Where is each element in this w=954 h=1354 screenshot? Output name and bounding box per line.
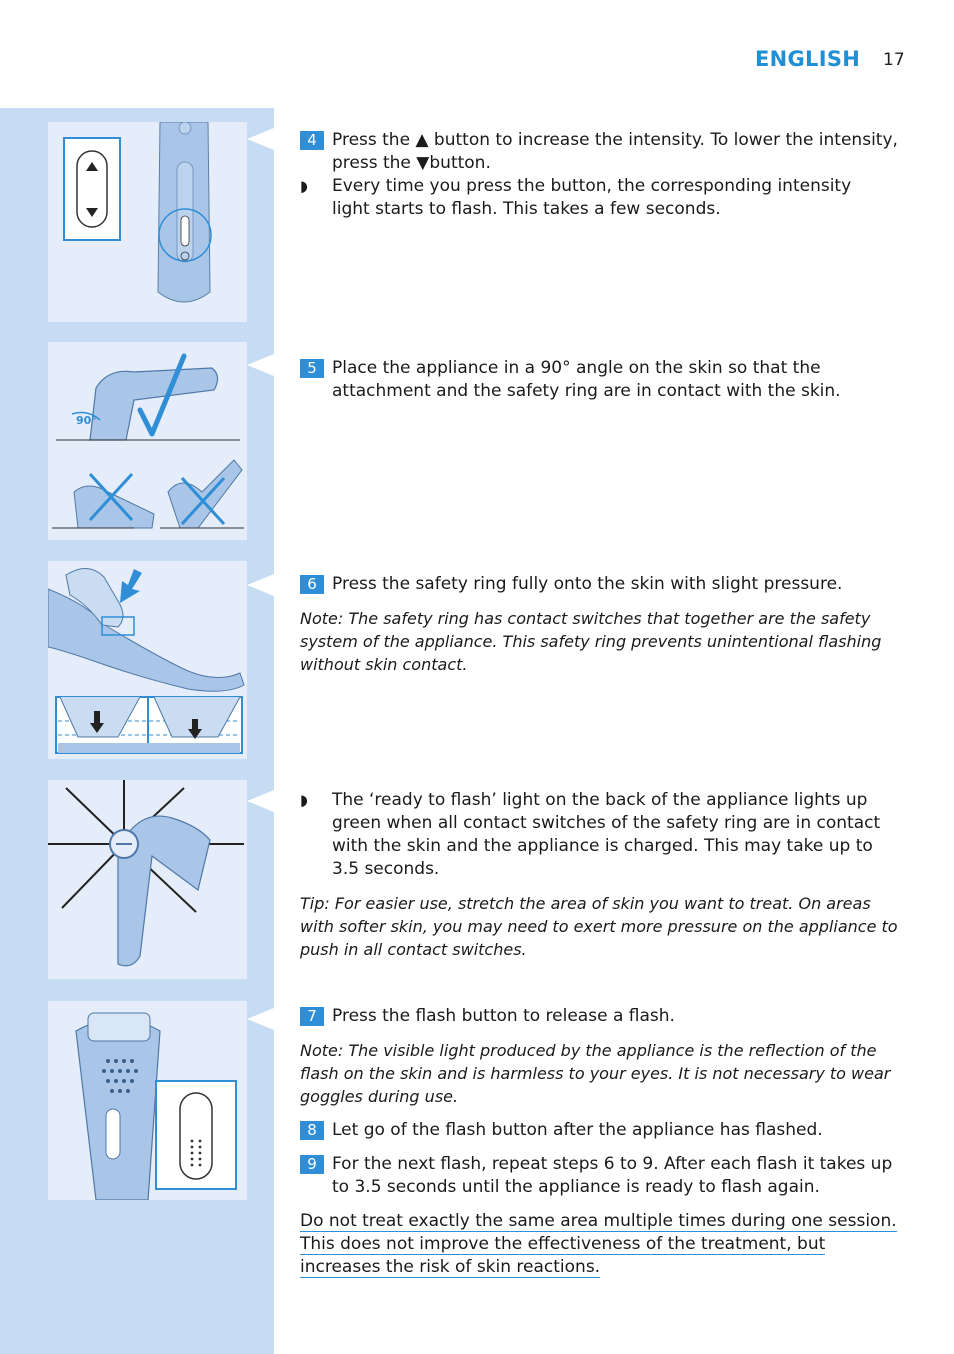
figure-ready-to-flash bbox=[48, 780, 247, 979]
panel-pointer bbox=[247, 354, 274, 376]
section-steps-7-9 bbox=[300, 1005, 900, 1279]
result-bullet: ◗ The ‘ready to flash’ light on the back of the appliance lights up green when all contact switches of the safety ring are in contact with the skin and the appliance is charged. This may take up to 3.5 seconds. bbox=[300, 790, 881, 879]
down-arrow-icon: ▼ bbox=[416, 153, 430, 173]
bullet-icon: ◗ bbox=[300, 791, 308, 809]
section-step-6 bbox=[300, 573, 900, 676]
panel-pointer bbox=[247, 128, 274, 150]
step-number-badge: 5 bbox=[300, 359, 324, 378]
panel-pointer bbox=[247, 574, 274, 596]
step-6: 6 Press the safety ring fully onto the skin with slight pressure. bbox=[300, 573, 900, 596]
figure-intensity-buttons bbox=[48, 122, 247, 322]
section-ready-light bbox=[300, 789, 900, 961]
warning-text: Do not treat exactly the same area multiple times during one session. This does not improve the effectiveness of the treatment, but increases the risk of skin reactions. bbox=[300, 1211, 897, 1277]
step-4: 4 Press the ▲ button to increase the intensity. To lower the intensity, press the ▼button. bbox=[300, 129, 900, 175]
step-5: 5 Place the appliance in a 90° angle on the skin so that the attachment and the safety ring are in contact with the skin. bbox=[300, 357, 900, 403]
step-number-badge: 4 bbox=[300, 131, 324, 150]
figure-90-degree-angle bbox=[48, 342, 247, 540]
up-arrow-icon: ▲ bbox=[415, 130, 429, 150]
note-text: Note: The safety ring has contact switches that together are the safety system of the appliance. This safety ring prevents unintentional flashing without skin contact. bbox=[300, 609, 882, 674]
step-number-badge: 8 bbox=[300, 1121, 324, 1140]
step-number-badge: 6 bbox=[300, 575, 324, 594]
figure-press-safety-ring bbox=[48, 561, 247, 759]
result-bullet: ◗ Every time you press the button, the corresponding intensity light starts to flash. This takes a few seconds. bbox=[300, 176, 852, 219]
language-heading: ENGLISH bbox=[755, 47, 861, 71]
figure-flash-button bbox=[48, 1001, 247, 1200]
panel-pointer bbox=[247, 1008, 274, 1030]
arrow-down-icon bbox=[120, 569, 142, 603]
angle-label: 90° bbox=[76, 414, 97, 427]
section-step-5 bbox=[300, 357, 900, 403]
note-text: Note: The visible light produced by the appliance is the reflection of the flash on the skin and is harmless to your eyes. It is not necessary to wear goggles during use. bbox=[300, 1041, 891, 1106]
page-number: 17 bbox=[883, 50, 905, 70]
step-9: 9 For the next flash, repeat steps 6 to 9. After each flash it takes up to 3.5 seconds until the appliance is ready to flash again. bbox=[300, 1153, 900, 1199]
tip-text: Tip: For easier use, stretch the area of skin you want to treat. On areas with softer skin, you may need to exert more pressure on the appliance to push in all contact switches. bbox=[300, 894, 898, 959]
step-8: 8 Let go of the flash button after the appliance has flashed. bbox=[300, 1119, 900, 1142]
step-number-badge: 7 bbox=[300, 1007, 324, 1026]
section-step-4 bbox=[300, 129, 900, 221]
step-7: 7 Press the flash button to release a flash. bbox=[300, 1005, 900, 1028]
panel-pointer bbox=[247, 790, 274, 812]
bullet-icon: ◗ bbox=[300, 177, 308, 195]
step-number-badge: 9 bbox=[300, 1155, 324, 1174]
